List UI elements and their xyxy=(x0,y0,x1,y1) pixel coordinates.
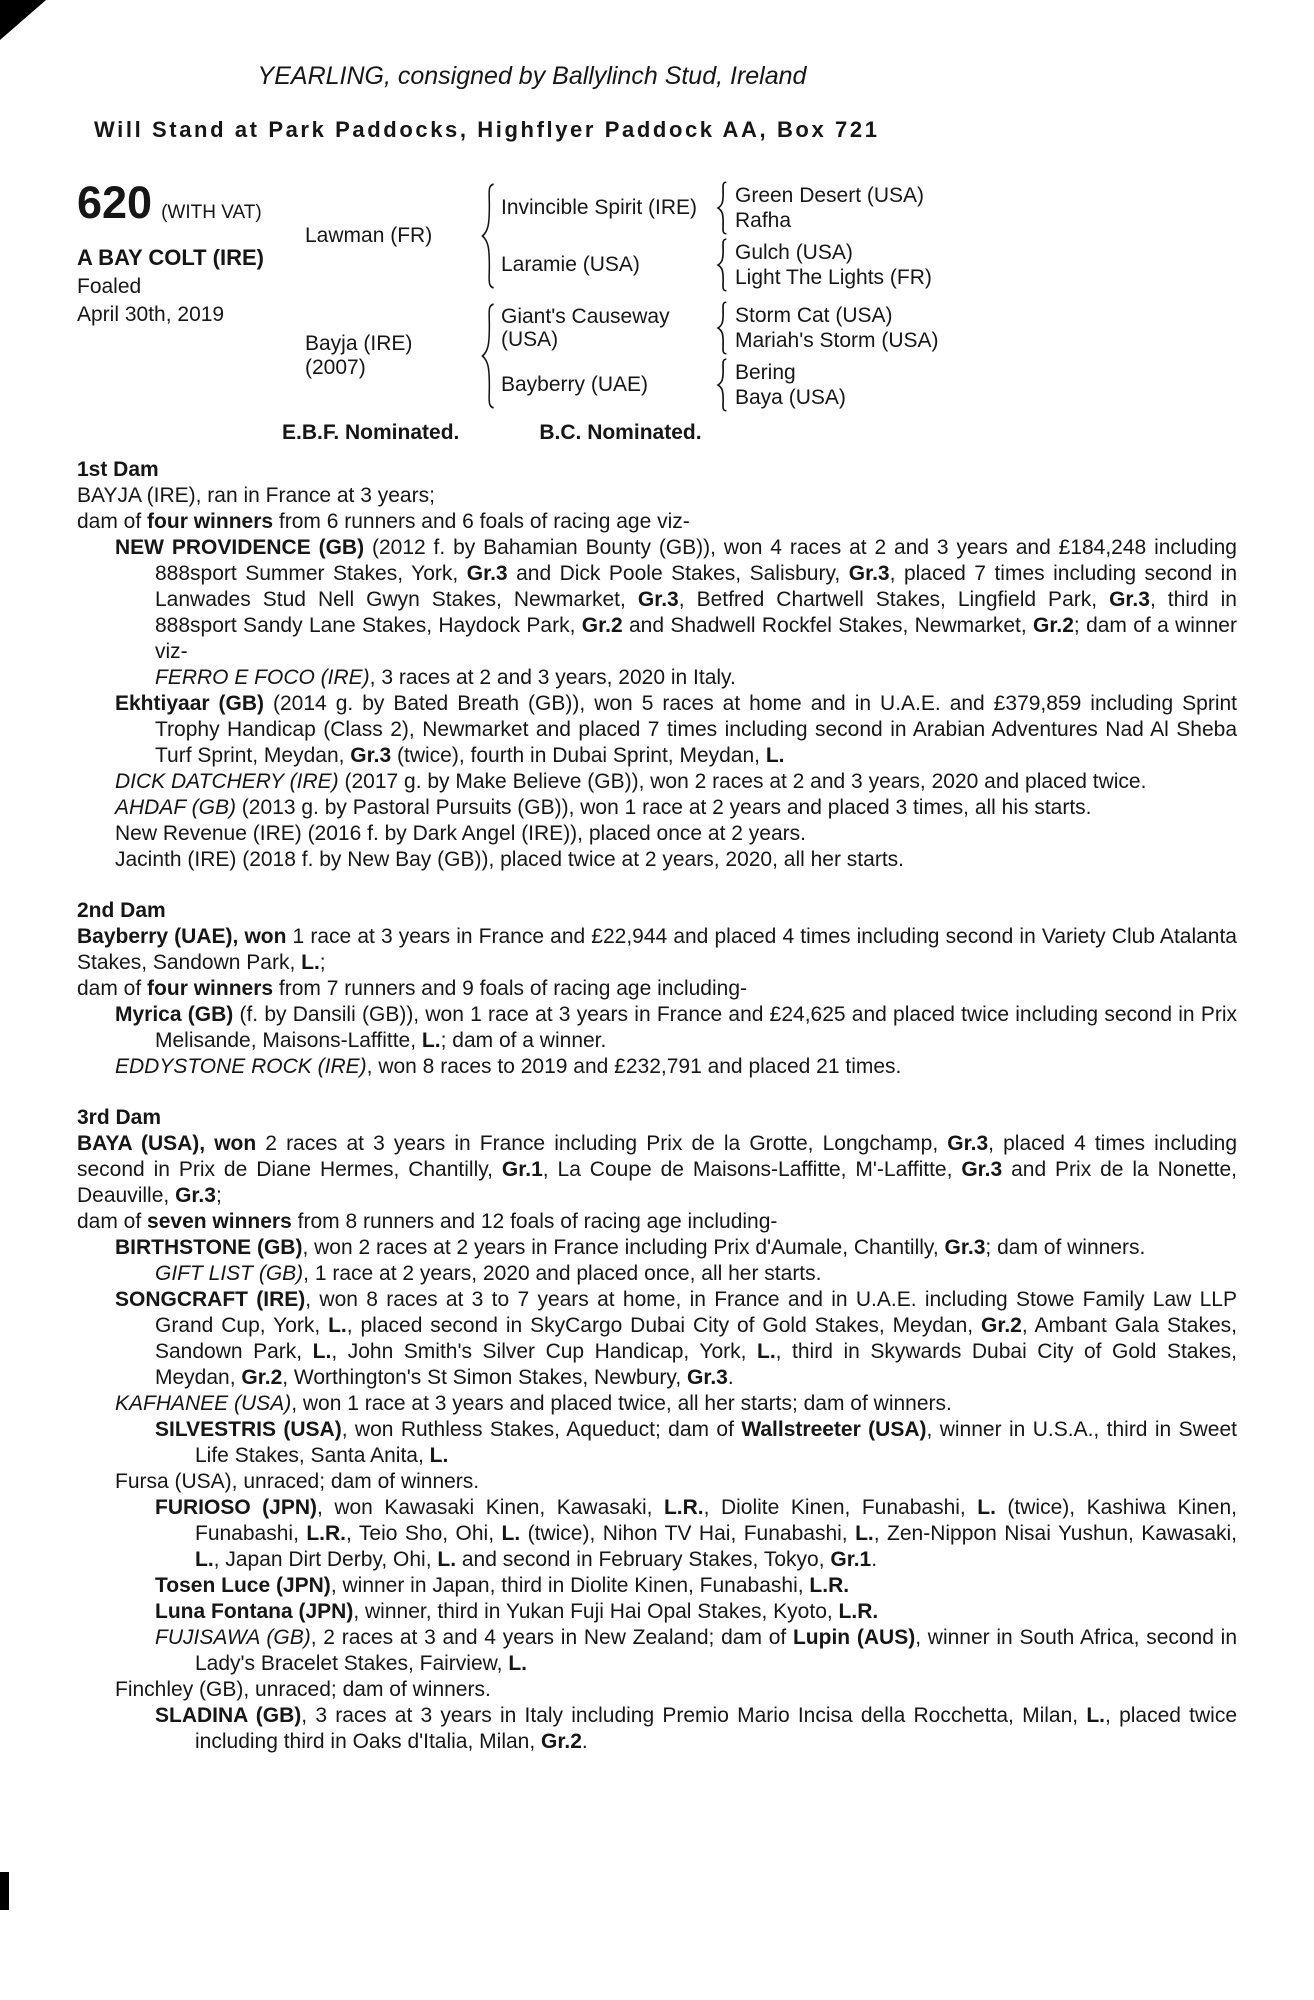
catalogue-paragraph xyxy=(77,665,1237,691)
pedigree-brace-small xyxy=(709,358,735,412)
pedigree-brace-big xyxy=(475,182,501,290)
text-segment: BAYA (USA), won xyxy=(77,1132,257,1155)
text-segment: L. xyxy=(301,951,320,974)
text-segment: Gr.3 xyxy=(350,744,392,767)
ancestor-name: Bering xyxy=(735,360,796,384)
text-segment: , Diolite Kinen, Funabashi, xyxy=(703,1496,978,1519)
text-segment: ; dam of a winner viz- xyxy=(155,614,1237,663)
page-content xyxy=(0,62,1314,1755)
text-segment: Lupin (AUS) xyxy=(792,1626,916,1649)
pedigree-brace-small xyxy=(709,238,735,292)
sire-parents-column xyxy=(501,179,1237,293)
text-segment: ; dam of winners. xyxy=(985,1236,1146,1259)
text-segment: Luna Fontana (JPN) xyxy=(155,1600,354,1623)
text-segment: (2013 g. by Pastoral Pursuits (GB)), won 1 race at 2 years and placed 3 times, all his starts. xyxy=(235,796,1092,819)
text-segment: SLADINA (GB) xyxy=(155,1704,302,1727)
text-segment: Myrica (GB) xyxy=(115,1003,234,1026)
catalogue-sections xyxy=(77,457,1237,1755)
ebf-nomination: E.B.F. Nominated. xyxy=(282,421,460,444)
text-segment: , third in 888sport Sandy Lane Stakes, Haydock Park, xyxy=(155,588,1237,637)
text-segment: L. xyxy=(437,1548,457,1571)
text-segment: , placed second in SkyCargo Dubai City of Gold Stakes, Meydan, xyxy=(346,1314,981,1337)
text-segment: Gr.3 xyxy=(947,1132,989,1155)
text-segment: L. xyxy=(429,1444,449,1467)
text-segment: 1 race at 3 years in France and £22,944 and placed 4 times including second in Variety Club Atalanta Stakes, Sandown Park, xyxy=(77,925,1237,974)
section-heading: 1st Dam xyxy=(77,458,159,481)
second-dam-name: Bayberry (UAE) xyxy=(501,373,649,396)
text-segment: . xyxy=(871,1548,878,1571)
scan-artifact-corner xyxy=(0,0,46,40)
catalogue-paragraph xyxy=(77,483,1237,509)
text-segment: dam of xyxy=(77,1210,148,1233)
scan-artifact-edge xyxy=(0,1872,9,1910)
text-segment: and Dick Poole Stakes, Salisbury, xyxy=(507,562,849,585)
text-segment: New Revenue (IRE) (2016 f. by Dark Angel (IRE)), placed once at 2 years. xyxy=(115,822,806,845)
text-segment: AHDAF (GB) xyxy=(115,796,236,819)
ancestor-name: Light The Lights (FR) xyxy=(735,265,932,289)
text-segment: and second in February Stakes, Tokyo, xyxy=(456,1548,831,1571)
ancestor-name: Mariah's Storm (USA) xyxy=(735,328,939,352)
text-segment: (2012 f. by Bahamian Bounty (GB)), won 4 races at 2 and 3 years and £184,248 including 888sport Summer Stakes, York, xyxy=(155,536,1237,585)
catalogue-paragraph xyxy=(77,1599,1237,1625)
lot-number-row xyxy=(77,177,305,229)
text-segment: NEW PROVIDENCE (GB) xyxy=(115,536,365,559)
text-segment: , won 8 races to 2019 and £232,791 and placed 21 times. xyxy=(366,1055,902,1078)
text-segment: KAFHANEE (USA) xyxy=(115,1392,292,1415)
text-segment: , won Kawasaki Kinen, Kawasaki, xyxy=(317,1496,664,1519)
text-segment: L. xyxy=(977,1496,996,1519)
catalogue-paragraph xyxy=(77,1054,1237,1080)
ancestor-name: Gulch (USA) xyxy=(735,240,853,264)
text-segment: , winner in Japan, third in Diolite Kinen, Funabashi, xyxy=(330,1574,810,1597)
dam-year: (2007) xyxy=(305,356,366,379)
sire-name: Lawman (FR) xyxy=(305,224,433,247)
text-segment: seven winners xyxy=(147,1210,292,1233)
catalogue-paragraph xyxy=(77,924,1237,976)
text-segment: FUJISAWA (GB) xyxy=(155,1626,311,1649)
text-segment: , 1 race at 2 years, 2020 and placed once, all her starts. xyxy=(303,1262,822,1285)
catalogue-paragraph xyxy=(77,1235,1237,1261)
text-segment: dam of xyxy=(77,510,148,533)
text-segment: (twice), Nihon TV Hai, Funabashi, xyxy=(520,1522,856,1545)
text-segment: SILVESTRIS (USA) xyxy=(155,1418,342,1441)
catalogue-paragraph xyxy=(77,1417,1237,1469)
text-segment: SONGCRAFT (IRE) xyxy=(115,1288,306,1311)
text-segment: L. xyxy=(328,1314,347,1337)
text-segment: FURIOSO (JPN) xyxy=(155,1496,317,1519)
text-segment: Finchley (GB), unraced; dam of winners. xyxy=(115,1678,491,1701)
ancestor-name: Green Desert (USA) xyxy=(735,183,925,207)
text-segment: from 7 runners and 9 foals of racing age including- xyxy=(273,977,747,1000)
dam-section xyxy=(77,1105,1237,1755)
text-segment: Gr.2 xyxy=(241,1366,283,1389)
text-segment: L. xyxy=(195,1548,214,1571)
text-segment: Gr.2 xyxy=(1033,614,1074,637)
text-segment: Tosen Luce (JPN) xyxy=(155,1574,331,1597)
text-segment: Wallstreeter (USA) xyxy=(741,1418,927,1441)
pedigree-brace-small xyxy=(709,181,735,235)
foaled-date: April 30th, 2019 xyxy=(77,303,225,326)
catalogue-paragraph xyxy=(77,1495,1237,1573)
text-segment: , placed 7 times including second in Lanwades Stud Nell Gwyn Stakes, Newmarket, xyxy=(155,562,1238,611)
text-segment: (2017 g. by Make Believe (GB)), won 2 races at 2 and 3 years, 2020 and placed twice. xyxy=(338,770,1147,793)
text-segment: , Zen-Nippon Nisai Yushun, Kawasaki, xyxy=(873,1522,1237,1545)
text-segment: L.R. xyxy=(809,1574,850,1597)
text-segment: Gr.3 xyxy=(961,1158,1003,1181)
text-segment: Gr.3 xyxy=(637,588,679,611)
granddam-name: Laramie (USA) xyxy=(501,253,640,276)
text-segment: , Japan Dirt Derby, Ohi, xyxy=(213,1548,438,1571)
lot-info-column xyxy=(77,177,305,413)
dam-section xyxy=(77,457,1237,873)
text-segment: Gr.2 xyxy=(541,1730,582,1753)
text-segment: EDDYSTONE ROCK (IRE) xyxy=(115,1055,367,1078)
text-segment: , Betfred Chartwell Stakes, Lingfield Park, xyxy=(678,588,1110,611)
text-segment: . xyxy=(727,1366,734,1389)
text-segment: , won 2 races at 2 years in France including Prix d'Aumale, Chantilly, xyxy=(302,1236,945,1259)
text-segment: dam of xyxy=(77,977,148,1000)
text-segment: L. xyxy=(508,1652,527,1675)
text-segment: (twice), Kashiwa Kinen, Funabashi, xyxy=(195,1496,1237,1545)
text-segment: , won 1 race at 3 years and placed twice, all her starts; dam of winners. xyxy=(291,1392,952,1415)
text-segment: Gr.3 xyxy=(1109,588,1150,611)
pedigree-row xyxy=(501,299,1237,356)
text-segment: Ekhtiyaar (GB) xyxy=(115,692,265,715)
consignment-title: YEARLING, consigned by Ballylinch Stud, Ireland xyxy=(257,62,807,90)
foaled-label: Foaled xyxy=(77,275,142,298)
text-segment: Gr.2 xyxy=(981,1314,1022,1337)
great-grandparents xyxy=(735,303,1237,353)
text-segment: , won Ruthless Stakes, Aqueduct; dam of xyxy=(341,1418,742,1441)
catalogue-paragraph xyxy=(77,691,1237,769)
damsire-name: Giant's Causeway (USA) xyxy=(501,304,670,351)
text-segment: BIRTHSTONE (GB) xyxy=(115,1236,303,1259)
text-segment: and Prix de la Nonette, Deauville, xyxy=(77,1158,1238,1207)
text-segment: L.R. xyxy=(838,1600,879,1623)
text-segment: , 2 races at 3 and 4 years in New Zealand; dam of xyxy=(310,1626,793,1649)
text-segment: Gr.1 xyxy=(830,1548,872,1571)
catalogue-paragraph xyxy=(77,1469,1237,1495)
text-segment: L. xyxy=(1086,1704,1106,1727)
text-segment: , 3 races at 2 and 3 years, 2020 in Italy. xyxy=(369,666,736,689)
text-segment: GIFT LIST (GB) xyxy=(155,1262,304,1285)
ancestor-name: Storm Cat (USA) xyxy=(735,303,893,327)
nominations-line xyxy=(77,421,1237,445)
bc-nomination: B.C. Nominated. xyxy=(539,421,702,444)
sire-branch xyxy=(305,179,1237,293)
dam-section xyxy=(77,898,1237,1080)
pedigree-brace-big xyxy=(475,302,501,410)
text-segment: L.R. xyxy=(306,1522,347,1545)
text-segment: Gr.3 xyxy=(848,562,890,585)
text-segment: , Worthington's St Simon Stakes, Newbury, xyxy=(282,1366,687,1389)
catalogue-paragraph xyxy=(77,1391,1237,1417)
text-segment: L. xyxy=(757,1340,776,1363)
text-segment: Gr.3 xyxy=(944,1236,986,1259)
text-segment: , La Coupe de Maisons-Laffitte, M'-Laffitte, xyxy=(542,1158,962,1181)
catalogue-paragraph xyxy=(77,1703,1237,1755)
text-segment: BAYJA (IRE), ran in France at 3 years; xyxy=(77,484,435,507)
text-segment: L. xyxy=(501,1522,521,1545)
text-segment: (f. by Dansili (GB)), won 1 race at 3 years in France and £24,625 and placed twice including second in Prix Melisande, Maisons-Laffitte, xyxy=(155,1003,1237,1052)
text-segment: L. xyxy=(855,1522,874,1545)
text-segment: ; xyxy=(215,1184,222,1207)
catalogue-paragraph xyxy=(77,1261,1237,1287)
text-segment: four winners xyxy=(147,977,274,1000)
catalogue-paragraph xyxy=(77,821,1237,847)
catalogue-paragraph xyxy=(77,1677,1237,1703)
text-segment: Gr.3 xyxy=(175,1184,216,1207)
text-segment: L. xyxy=(765,744,785,767)
ancestor-name: Baya (USA) xyxy=(735,385,846,409)
text-segment: Fursa (USA), unraced; dam of winners. xyxy=(115,1470,480,1493)
catalogue-paragraph xyxy=(77,535,1237,665)
lot-header-block xyxy=(77,177,1237,413)
text-segment: , placed twice including third in Oaks d'Italia, Milan, xyxy=(195,1704,1238,1753)
text-segment: , Ambant Gala Stakes, Sandown Park, xyxy=(155,1314,1237,1363)
text-segment: , won 8 races at 3 to 7 years at home, in France and in U.A.E. including Stowe Family Law LLP Grand Cup, York, xyxy=(155,1288,1237,1337)
text-segment: L. xyxy=(421,1029,441,1052)
text-segment: Gr.3 xyxy=(687,1366,728,1389)
catalogue-paragraph xyxy=(77,1625,1237,1677)
great-grandparents xyxy=(735,183,1237,233)
catalogue-paragraph xyxy=(77,1131,1237,1209)
text-segment: from 8 runners and 12 foals of racing age including- xyxy=(291,1210,778,1233)
text-segment: , winner in South Africa, second in Lady's Bracelet Stakes, Fairview, xyxy=(195,1626,1238,1675)
text-segment: DICK DATCHERY (IRE) xyxy=(115,770,339,793)
text-segment: . xyxy=(581,1730,588,1753)
dam-name: Bayja (IRE) xyxy=(305,332,413,355)
section-heading: 3rd Dam xyxy=(77,1106,162,1129)
text-segment: Gr.1 xyxy=(501,1158,543,1181)
pedigree-row xyxy=(501,356,1237,413)
text-segment: L. xyxy=(312,1340,332,1363)
catalogue-paragraph xyxy=(77,976,1237,1002)
catalogue-paragraph xyxy=(77,1287,1237,1391)
catalogue-paragraph xyxy=(77,509,1237,535)
pedigree-row xyxy=(501,236,1237,293)
horse-description: A BAY COLT (IRE) xyxy=(77,245,265,270)
text-segment: from 6 runners and 6 foals of racing age viz- xyxy=(273,510,690,533)
great-grandparents xyxy=(735,240,1237,290)
text-segment: ; xyxy=(319,951,326,974)
section-heading: 2nd Dam xyxy=(77,899,166,922)
catalogue-paragraph xyxy=(77,1573,1237,1599)
text-segment: (twice), fourth in Dubai Sprint, Meydan, xyxy=(391,744,766,767)
text-segment: , winner, third in Yukan Fuji Hai Opal Stakes, Kyoto, xyxy=(353,1600,839,1623)
text-segment: , John Smith's Silver Cup Handicap, York, xyxy=(331,1340,757,1363)
text-segment: ; dam of a winner. xyxy=(440,1029,607,1052)
pedigree-table xyxy=(305,177,1237,413)
text-segment: , placed 4 times including second in Prix de Diane Hermes, Chantilly, xyxy=(77,1132,1237,1181)
text-segment: , Teio Sho, Ohi, xyxy=(346,1522,502,1545)
text-segment: and Shadwell Rockfel Stakes, Newmarket, xyxy=(622,614,1034,637)
lot-number: 620 xyxy=(77,177,153,228)
dam-branch xyxy=(305,299,1237,413)
text-segment: , 3 races at 3 years in Italy including Premio Mario Incisa della Rocchetta, Milan, xyxy=(301,1704,1087,1727)
dam-name-cell xyxy=(305,332,475,380)
text-segment: , third in Skywards Dubai City of Gold Stakes, Meydan, xyxy=(155,1340,1237,1389)
ancestor-name: Rafha xyxy=(735,208,792,232)
great-grandparents xyxy=(735,360,1237,410)
text-segment: L.R. xyxy=(663,1496,704,1519)
stand-location-line: Will Stand at Park Paddocks, Highflyer Paddock AA, Box 721 xyxy=(94,117,880,142)
text-segment: Gr.3 xyxy=(466,562,508,585)
catalogue-paragraph xyxy=(77,769,1237,795)
text-segment: Bayberry (UAE), won xyxy=(77,925,287,948)
catalogue-paragraph xyxy=(77,1002,1237,1054)
text-segment: 2 races at 3 years in France including Prix de la Grotte, Longchamp, xyxy=(256,1132,948,1155)
text-segment: Jacinth (IRE) (2018 f. by New Bay (GB)), placed twice at 2 years, 2020, all her starts. xyxy=(115,848,904,871)
text-segment: (2014 g. by Bated Breath (GB)), won 5 races at home and in U.A.E. and £379,859 including Sprint Trophy Handicap (Class 2), Newmarket and placed 7 times including second in Arabian Adventures Nad Al Sheba Turf Sprint, Meydan, xyxy=(155,692,1238,767)
vat-note: (WITH VAT) xyxy=(161,202,262,223)
text-segment: Gr.2 xyxy=(581,614,623,637)
text-segment: FERRO E FOCO (IRE) xyxy=(155,666,370,689)
catalogue-paragraph xyxy=(77,795,1237,821)
text-segment: , winner in U.S.A., third in Sweet Life Stakes, Santa Anita, xyxy=(195,1418,1237,1467)
pedigree-brace-small xyxy=(709,301,735,355)
pedigree-row xyxy=(501,179,1237,236)
grandsire-name: Invincible Spirit (IRE) xyxy=(501,196,698,219)
catalogue-paragraph xyxy=(77,847,1237,873)
text-segment: four winners xyxy=(147,510,274,533)
catalogue-paragraph xyxy=(77,1209,1237,1235)
dam-parents-column xyxy=(501,299,1237,413)
